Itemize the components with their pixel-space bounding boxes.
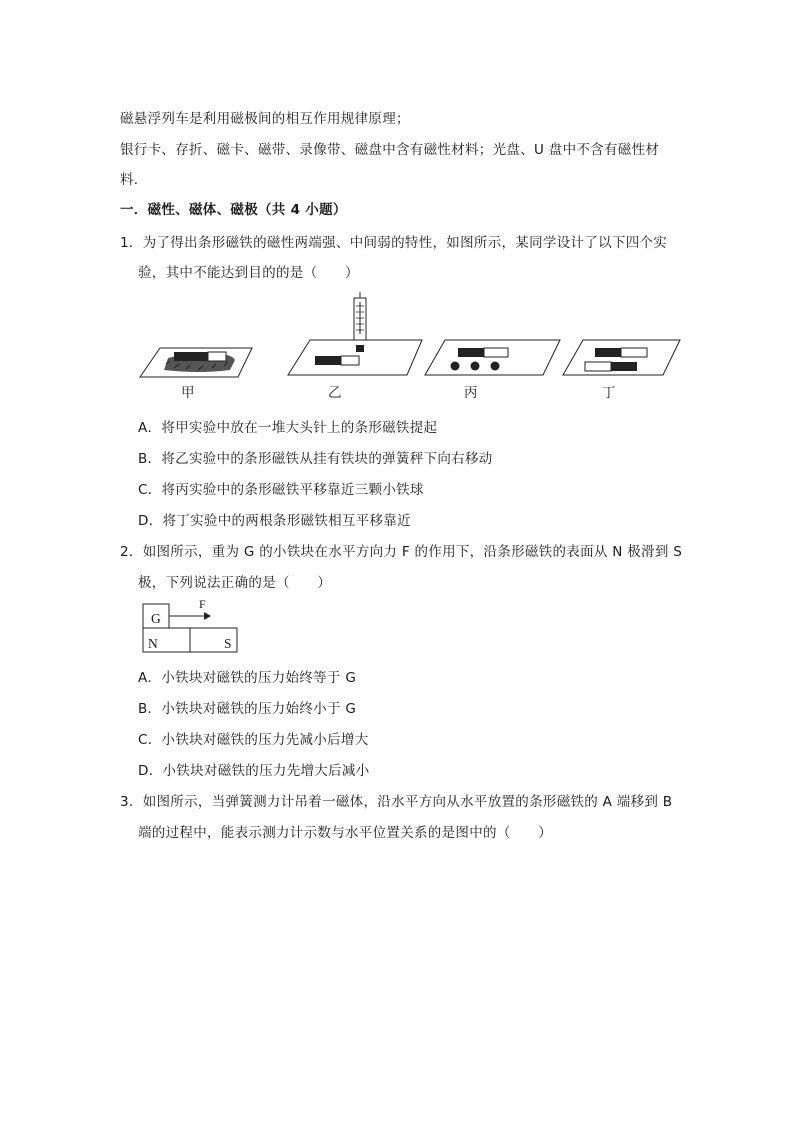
q2-stem-line-2: 极，下列说法正确的是（ ） [138, 575, 332, 591]
q1-stem-line-2: 验，其中不能达到目的的是（ ） [138, 265, 359, 281]
figure-label-bing: 丙 [464, 385, 478, 401]
section-title: 一．磁性、磁体、磁极（共 4 小题） [120, 202, 347, 218]
q1-option-c: C．将丙实验中的条形磁铁平移靠近三颗小铁球 [138, 482, 424, 498]
q1-option-b: B．将乙实验中的条形磁铁从挂有铁块的弹簧秤下向右移动 [138, 451, 493, 467]
q2-option-a: A．小铁块对磁铁的压力始终等于 G [138, 670, 357, 686]
q2-stem-line-1: 2．如图所示，重为 G 的小铁块在水平方向力 F 的作用下，沿条形磁铁的表面从 N 极滑到 S [120, 544, 683, 560]
q1-stem-line-1: 1．为了得出条形磁铁的磁性两端强、中间弱的特性，如图所示，某同学设计了以下四个实 [120, 235, 668, 251]
q2-label-n: N [148, 636, 159, 651]
q1-option-d: D．将丁实验中的两根条形磁铁相互平移靠近 [138, 513, 411, 529]
q2-option-b: B．小铁块对磁铁的压力始终小于 G [138, 701, 357, 717]
intro-line-1: 磁悬浮列车是利用磁极间的相互作用规律原理； [120, 111, 410, 127]
intro-line-3: 料. [120, 172, 139, 188]
q2-option-c: C．小铁块对磁铁的压力先减小后增大 [138, 732, 369, 748]
intro-line-2: 银行卡、存折、磁卡、磁带、录像带、磁盘中含有磁性材料；光盘、U 盘中不含有磁性材 [120, 142, 660, 158]
q2-label-s: S [224, 636, 232, 651]
q1-option-a: A．将甲实验中放在一堆大头针上的条形磁铁提起 [138, 420, 438, 436]
figure-bing [425, 340, 560, 375]
q3-stem-line-2: 端的过程中，能表示测力计示数与水平位置关系的是图中的（ ） [138, 825, 552, 841]
q2-label-f: F [199, 597, 206, 611]
figure-label-ding: 丁 [602, 385, 616, 401]
q3-stem-line-1: 3．如图所示，当弹簧测力计吊着一磁体，沿水平方向从水平放置的条形磁铁的 A 端移到 B [120, 794, 673, 810]
figure-label-yi: 乙 [328, 385, 342, 401]
figure-yi [288, 292, 422, 375]
figure-ding [563, 340, 680, 375]
q2-option-d: D．小铁块对磁铁的压力先增大后减小 [138, 763, 370, 779]
figure-label-jia: 甲 [181, 385, 195, 401]
q2-label-g: G [151, 611, 162, 626]
figure-jia [140, 348, 252, 377]
